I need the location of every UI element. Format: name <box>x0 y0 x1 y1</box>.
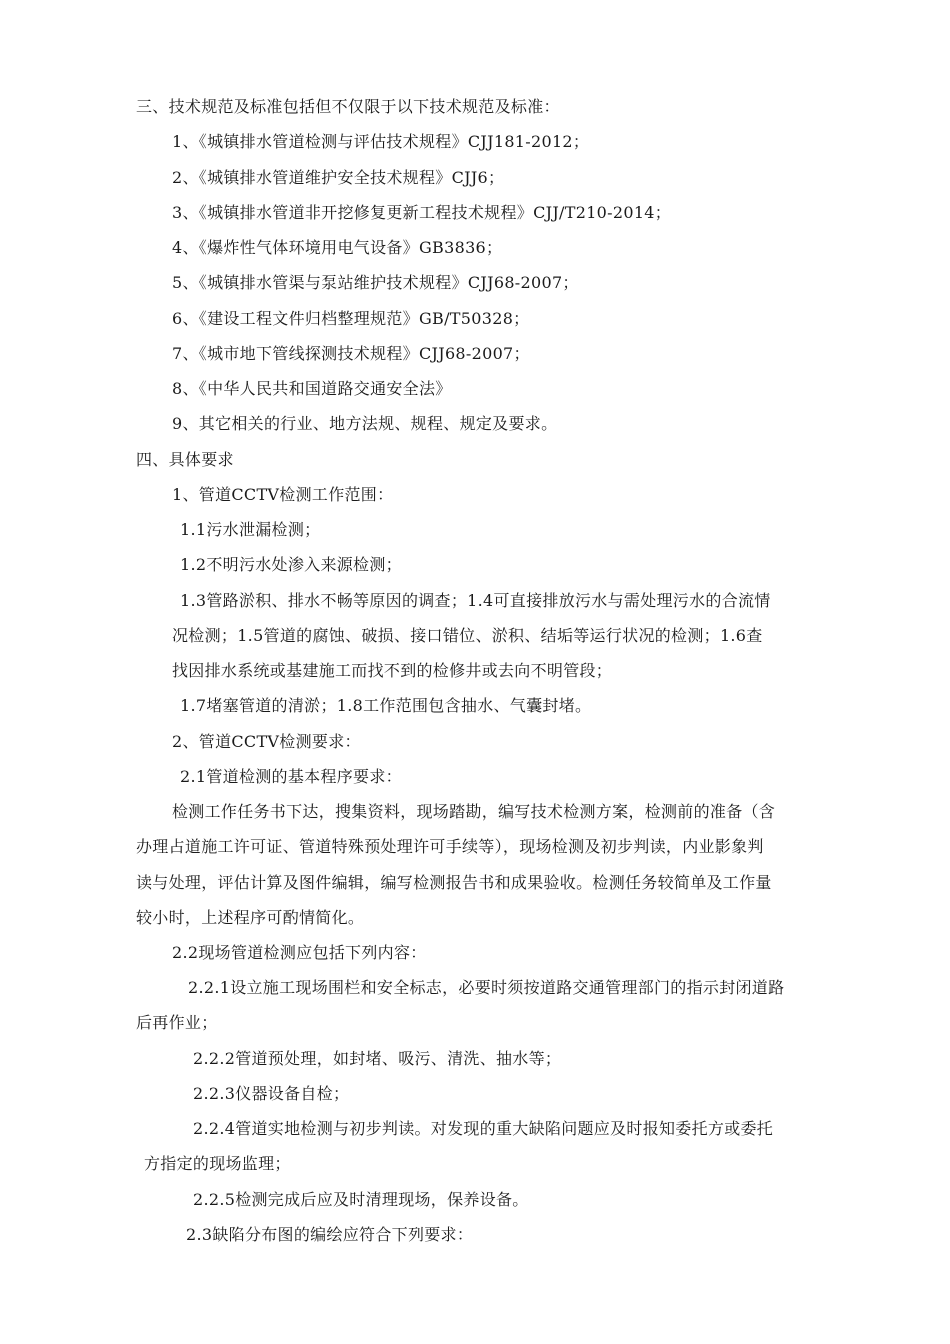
scope-item-1-3-line1: 1.3管路淤积、排水不畅等原因的调查；1.4可直接排放污水与需处理污水的合流情 <box>180 591 771 610</box>
scope-item-1-2: 1.2不明污水处渗入来源检测； <box>180 555 402 574</box>
scope-title: 1、管道CCTV检测工作范围： <box>172 485 394 504</box>
procedure-paragraph-line1: 检测工作任务书下达，搜集资料，现场踏勘，编写技术检测方案，检测前的准备（含 <box>172 802 776 821</box>
procedure-paragraph-line4: 较小时，上述程序可酌情简化。 <box>136 908 365 927</box>
scope-item-1-3-line3: 找因排水系统或基建施工而找不到的检修井或去向不明管段； <box>172 661 613 680</box>
scope-item-1-1: 1.1污水泄漏检测； <box>180 520 321 539</box>
standard-item-1: 1、《城镇排水管道检测与评估技术规程》CJJ181-2012； <box>172 132 590 151</box>
standard-item-8: 8、《中华人民共和国道路交通安全法》 <box>172 379 452 398</box>
standard-item-3: 3、《城镇排水管道非开挖修复更新工程技术规程》CJJ/T210-2014； <box>172 203 672 222</box>
req-item-2-2-2: 2.2.2管道预处理，如封堵、吸污、清洗、抽水等； <box>193 1049 562 1068</box>
standard-item-5: 5、《城镇排水管渠与泵站维护技术规程》CJJ68-2007； <box>172 273 579 292</box>
req-item-2-2-1-line1: 2.2.1设立施工现场围栏和安全标志，必要时须按道路交通管理部门的指示封闭道路 <box>188 978 785 997</box>
section-4-heading: 四、具体要求 <box>136 450 234 469</box>
procedure-paragraph-line3: 读与处理，评估计算及图件编辑，编写检测报告书和成果验收。检测任务较简单及工作量 <box>136 873 772 892</box>
req-item-2-2-3: 2.2.3仪器设备自检； <box>193 1084 350 1103</box>
standard-item-7: 7、《城市地下管线探测技术规程》CJJ68-2007； <box>172 344 530 363</box>
req-item-2-2: 2.2现场管道检测应包括下列内容： <box>172 943 427 962</box>
standard-item-6: 6、《建设工程文件归档整理规范》GB/T50328； <box>172 309 530 328</box>
req-item-2-1: 2.1管道检测的基本程序要求： <box>180 767 402 786</box>
standard-item-2: 2、《城镇排水管道维护安全技术规程》CJJ6； <box>172 168 505 187</box>
scope-item-1-3-line2: 况检测；1.5管道的腐蚀、破损、接口错位、淤积、结垢等运行状况的检测；1.6查 <box>172 626 763 645</box>
req-item-2-2-4-line2: 方指定的现场监理； <box>144 1154 291 1173</box>
standard-item-4: 4、《爆炸性气体环境用电气设备》GB3836； <box>172 238 503 257</box>
procedure-paragraph-line2: 办理占道施工许可证、管道特殊预处理许可手续等），现场检测及初步判读，内业影象判 <box>136 837 764 856</box>
req-item-2-2-5: 2.2.5检测完成后应及时清理现场，保养设备。 <box>193 1190 529 1209</box>
standard-item-9: 9、其它相关的行业、地方法规、规程、规定及要求。 <box>172 414 558 433</box>
scope-item-1-7: 1.7堵塞管道的清淤；1.8工作范围包含抽水、气囊封堵。 <box>180 696 592 715</box>
req-item-2-2-4-line1: 2.2.4管道实地检测与初步判读。对发现的重大缺陷问题应及时报知委托方或委托 <box>193 1119 774 1138</box>
section-3-heading: 三、技术规范及标准包括但不仅限于以下技术规范及标准： <box>136 97 560 116</box>
req-item-2-2-1-line2: 后再作业； <box>136 1013 218 1032</box>
req-item-2-3: 2.3缺陷分布图的编绘应符合下列要求： <box>186 1225 474 1244</box>
requirements-title: 2、管道CCTV检测要求： <box>172 732 361 751</box>
